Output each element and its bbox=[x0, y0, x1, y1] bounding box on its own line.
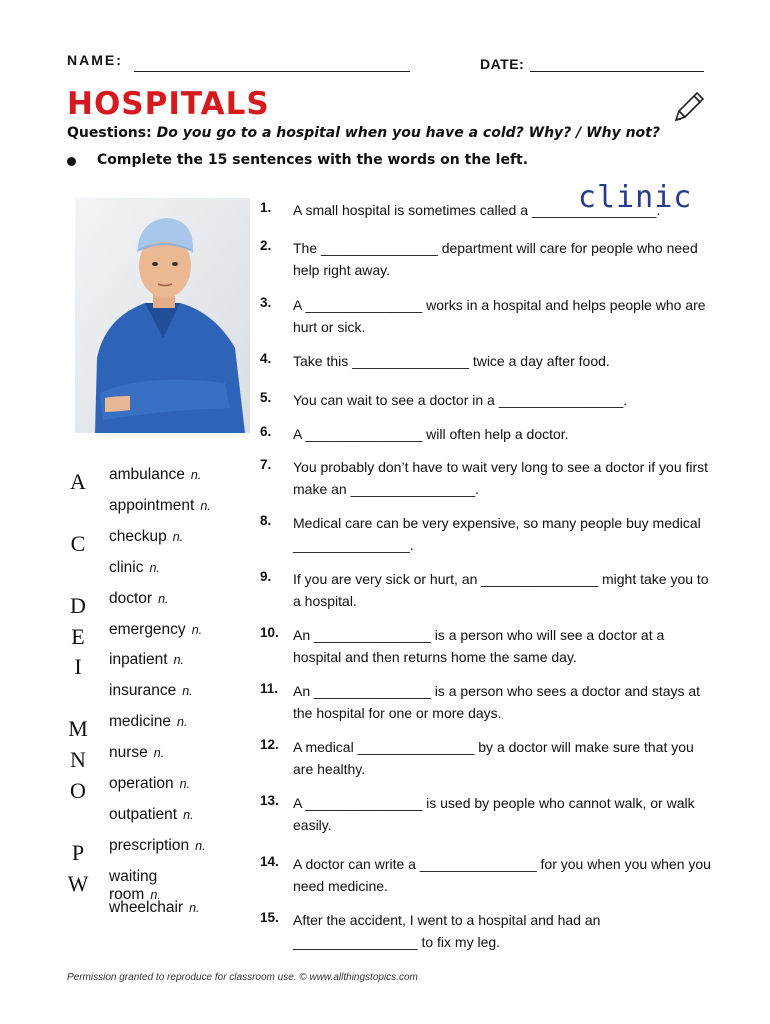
word-list-word bbox=[109, 899, 200, 917]
word-list-letter: A bbox=[70, 469, 86, 494]
vocab-word: checkup bbox=[109, 528, 167, 545]
word-list-letter: N bbox=[70, 747, 86, 772]
questions-label: Questions: bbox=[67, 125, 152, 141]
part-of-speech: n. bbox=[150, 888, 161, 902]
sentence-number: 11. bbox=[260, 681, 279, 696]
sentence-text: A _______________ is used by people who cannot walk, or walk easily. bbox=[293, 795, 695, 833]
word-list-letter: E bbox=[71, 624, 85, 649]
footer-permission: Permission granted to reproduce for classroom use. © www.allthingstopics.com bbox=[67, 972, 418, 983]
sentence-text: An _______________ is a person who sees a doctor and stays at the hospital for one or more days. bbox=[293, 683, 701, 721]
bullet-icon bbox=[67, 157, 76, 166]
part-of-speech: n. bbox=[183, 808, 194, 822]
word-list-letter: I bbox=[74, 654, 82, 679]
sentence-text: After the accident, I went to a hospital and had an ________________ to fix my leg. bbox=[293, 912, 601, 950]
sentence-number: 12. bbox=[260, 737, 279, 752]
sentence-number: 15. bbox=[260, 910, 279, 925]
part-of-speech: n. bbox=[158, 592, 169, 606]
sentence-text: You probably don’t have to wait very long to see a doctor if you first make an ________________. bbox=[293, 459, 709, 497]
part-of-speech: n. bbox=[173, 653, 185, 667]
vocab-word: nurse bbox=[109, 744, 148, 761]
word-list-letter: P bbox=[71, 840, 85, 865]
sentence-text: An _______________ is a person who will see a doctor at a hospital and then returns home the same day. bbox=[293, 627, 665, 665]
part-of-speech: n. bbox=[200, 499, 211, 513]
questions-line bbox=[67, 125, 660, 141]
sentence-text: The _______________ department will care for people who need help right away. bbox=[293, 240, 698, 278]
vocab-word: waiting room bbox=[109, 868, 158, 903]
sentence-text: A doctor can write a _______________ for you when you when you need medicine. bbox=[293, 856, 711, 894]
sentence-text: A small hospital is sometimes called a ________________. bbox=[293, 202, 661, 218]
word-list-word bbox=[109, 837, 206, 855]
vocab-word: doctor bbox=[109, 590, 153, 607]
sentence-text: Medical care can be very expensive, so many people buy medical _______________. bbox=[293, 515, 701, 553]
sentence-number: 2. bbox=[260, 238, 272, 253]
vocab-word: outpatient bbox=[109, 806, 178, 823]
sentence-text: You can wait to see a doctor in a ________________. bbox=[293, 392, 628, 408]
sentence-number: 3. bbox=[260, 295, 272, 310]
sentence-text: Take this _______________ twice a day after food. bbox=[293, 353, 610, 369]
sentence-number: 5. bbox=[260, 390, 272, 405]
vocab-word: appointment bbox=[109, 497, 195, 514]
pencil-icon bbox=[672, 90, 706, 124]
word-list-letter: C bbox=[70, 531, 86, 556]
part-of-speech: n. bbox=[182, 684, 193, 698]
part-of-speech: n. bbox=[195, 839, 206, 853]
part-of-speech: n. bbox=[149, 561, 160, 575]
word-list-word bbox=[109, 559, 160, 577]
word-list-letter: O bbox=[70, 778, 86, 803]
part-of-speech: n. bbox=[153, 746, 165, 760]
sentence-text: A _______________ works in a hospital and helps people who are hurt or sick. bbox=[293, 297, 706, 335]
word-list-word bbox=[109, 775, 190, 793]
vocab-word: ambulance bbox=[109, 466, 185, 483]
word-list-word bbox=[109, 621, 202, 639]
name-field[interactable] bbox=[134, 71, 410, 72]
sentence-number: 8. bbox=[260, 513, 272, 528]
page-title: HOSPITALS bbox=[67, 86, 270, 122]
word-list-letter: D bbox=[70, 593, 86, 618]
part-of-speech: n. bbox=[190, 468, 202, 482]
vocab-word: medicine bbox=[109, 713, 172, 730]
date-field[interactable] bbox=[530, 71, 704, 72]
word-list-word bbox=[109, 806, 194, 824]
vocab-word: prescription bbox=[109, 837, 190, 854]
vocab-word: inpatient bbox=[109, 651, 168, 668]
part-of-speech: n. bbox=[172, 530, 184, 544]
part-of-speech: n. bbox=[191, 623, 203, 637]
handwritten-answer: clinic bbox=[578, 180, 693, 215]
vocab-word: operation bbox=[109, 775, 174, 792]
vocab-word: wheelchair bbox=[109, 899, 184, 916]
questions-text: Do you go to a hospital when you have a cold? Why? / Why not? bbox=[156, 125, 660, 141]
date-label: DATE: bbox=[480, 56, 525, 72]
vocab-word: emergency bbox=[109, 621, 186, 638]
word-list-word bbox=[109, 682, 193, 700]
word-list-letter: W bbox=[67, 871, 89, 896]
word-list-word bbox=[109, 744, 164, 762]
part-of-speech: n. bbox=[177, 715, 188, 729]
sentence-text: A _______________ will often help a doctor. bbox=[293, 426, 569, 442]
word-list-word bbox=[109, 713, 187, 731]
sentence-number: 7. bbox=[260, 457, 272, 472]
instruction: Complete the 15 sentences with the words on the left. bbox=[97, 152, 529, 168]
word-list-word bbox=[109, 528, 183, 546]
doctor-photo bbox=[75, 198, 250, 433]
sentence-number: 14. bbox=[260, 854, 279, 869]
word-list-word bbox=[109, 590, 169, 608]
part-of-speech: n. bbox=[189, 901, 200, 915]
vocab-word: clinic bbox=[109, 559, 144, 576]
part-of-speech: n. bbox=[179, 777, 191, 791]
sentence-number: 10. bbox=[260, 625, 279, 640]
word-list-letter: M bbox=[68, 716, 88, 741]
sentence-text: If you are very sick or hurt, an _______________ might take you to a hospital. bbox=[293, 571, 709, 609]
sentence-number: 6. bbox=[260, 424, 272, 439]
sentence-number: 13. bbox=[260, 793, 279, 808]
sentence-number: 1. bbox=[260, 200, 272, 215]
vocab-word: insurance bbox=[109, 682, 177, 699]
word-list-word bbox=[109, 466, 201, 484]
sentence-text: A medical _______________ by a doctor will make sure that you are healthy. bbox=[293, 739, 694, 777]
word-list-word bbox=[109, 497, 211, 515]
word-list-word bbox=[109, 651, 184, 669]
sentence-number: 9. bbox=[260, 569, 272, 584]
sentence-number: 4. bbox=[260, 351, 272, 366]
name-label: NAME: bbox=[67, 52, 123, 68]
